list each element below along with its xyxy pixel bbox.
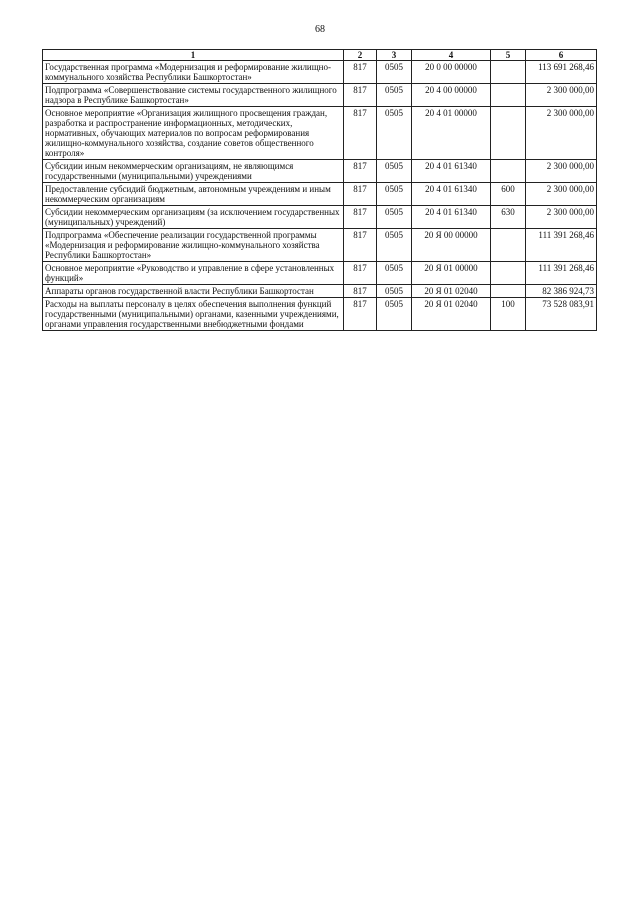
row-target-code: 20 0 00 00000 bbox=[412, 61, 491, 84]
table-row bbox=[43, 107, 597, 160]
row-expense-type bbox=[491, 160, 526, 183]
row-amount: 2 300 000,00 bbox=[526, 206, 597, 229]
row-name: Подпрограмма «Совершенствование системы государственного жилищного надзора в Республике Башкортостан» bbox=[43, 84, 344, 107]
row-target-code: 20 Я 01 02040 bbox=[412, 298, 491, 331]
row-expense-type bbox=[491, 285, 526, 298]
row-name: Предоставление субсидий бюджетным, автономным учреждениям и иным некоммерческим организациям bbox=[43, 183, 344, 206]
row-amount: 2 300 000,00 bbox=[526, 160, 597, 183]
row-name: Государственная программа «Модернизация и реформирование жилищно-коммунального хозяйства Республики Башкортостан» bbox=[43, 61, 344, 84]
row-section-code: 0505 bbox=[377, 298, 412, 331]
table-row bbox=[43, 61, 597, 84]
table-row bbox=[43, 229, 597, 262]
row-section-code: 0505 bbox=[377, 206, 412, 229]
row-grbs-code: 817 bbox=[344, 61, 377, 84]
row-amount: 73 528 083,91 bbox=[526, 298, 597, 331]
row-amount: 82 386 924,73 bbox=[526, 285, 597, 298]
row-section-code: 0505 bbox=[377, 229, 412, 262]
row-grbs-code: 817 bbox=[344, 160, 377, 183]
row-name: Расходы на выплаты персоналу в целях обеспечения выполнения функций государственными (муниципальными) органами, казенными учреждениями, органами управления государственными внебюджетными фондами bbox=[43, 298, 344, 331]
budget-table bbox=[42, 49, 597, 331]
row-expense-type bbox=[491, 229, 526, 262]
row-amount: 113 691 268,46 bbox=[526, 61, 597, 84]
row-target-code: 20 4 01 61340 bbox=[412, 206, 491, 229]
row-grbs-code: 817 bbox=[344, 298, 377, 331]
row-name: Основное мероприятие «Организация жилищного просвещения граждан, разработка и распространение информационных, методических, нормативных, обучающих материалов по вопросам реформирования жилищно-коммунального хозяйства, создание советов общественного контроля» bbox=[43, 107, 344, 160]
row-name: Субсидии некоммерческим организациям (за исключением государственных (муниципальных) учреждений) bbox=[43, 206, 344, 229]
row-target-code: 20 4 01 61340 bbox=[412, 160, 491, 183]
row-amount: 111 391 268,46 bbox=[526, 262, 597, 285]
row-grbs-code: 817 bbox=[344, 229, 377, 262]
row-expense-type bbox=[491, 262, 526, 285]
row-target-code: 20 Я 01 02040 bbox=[412, 285, 491, 298]
column-header-3: 3 bbox=[377, 50, 412, 61]
row-name: Основное мероприятие «Руководство и управление в сфере установленных функций» bbox=[43, 262, 344, 285]
row-section-code: 0505 bbox=[377, 183, 412, 206]
table-header-row bbox=[43, 50, 597, 61]
row-expense-type: 100 bbox=[491, 298, 526, 331]
row-target-code: 20 4 01 61340 bbox=[412, 183, 491, 206]
row-target-code: 20 4 01 00000 bbox=[412, 107, 491, 160]
page-number: 68 bbox=[315, 24, 325, 35]
row-target-code: 20 Я 01 00000 bbox=[412, 262, 491, 285]
table-row bbox=[43, 84, 597, 107]
row-target-code: 20 4 00 00000 bbox=[412, 84, 491, 107]
row-amount: 111 391 268,46 bbox=[526, 229, 597, 262]
table-row bbox=[43, 285, 597, 298]
row-name: Подпрограмма «Обеспечение реализации государственной программы «Модернизация и реформирование жилищно-коммунального хозяйства Республики Башкортостан» bbox=[43, 229, 344, 262]
row-expense-type: 630 bbox=[491, 206, 526, 229]
column-header-4: 4 bbox=[412, 50, 491, 61]
table-row bbox=[43, 160, 597, 183]
row-expense-type bbox=[491, 84, 526, 107]
row-section-code: 0505 bbox=[377, 84, 412, 107]
column-header-5: 5 bbox=[491, 50, 526, 61]
row-grbs-code: 817 bbox=[344, 107, 377, 160]
row-grbs-code: 817 bbox=[344, 262, 377, 285]
row-section-code: 0505 bbox=[377, 285, 412, 298]
row-target-code: 20 Я 00 00000 bbox=[412, 229, 491, 262]
row-grbs-code: 817 bbox=[344, 84, 377, 107]
row-section-code: 0505 bbox=[377, 107, 412, 160]
row-amount: 2 300 000,00 bbox=[526, 84, 597, 107]
column-header-1: 1 bbox=[43, 50, 344, 61]
row-expense-type bbox=[491, 61, 526, 84]
row-grbs-code: 817 bbox=[344, 285, 377, 298]
row-name: Аппараты органов государственной власти Республики Башкортостан bbox=[43, 285, 344, 298]
table-row bbox=[43, 183, 597, 206]
row-section-code: 0505 bbox=[377, 61, 412, 84]
table-row bbox=[43, 298, 597, 331]
table-row bbox=[43, 206, 597, 229]
row-expense-type bbox=[491, 107, 526, 160]
row-grbs-code: 817 bbox=[344, 183, 377, 206]
row-expense-type: 600 bbox=[491, 183, 526, 206]
row-grbs-code: 817 bbox=[344, 206, 377, 229]
table-row bbox=[43, 262, 597, 285]
row-section-code: 0505 bbox=[377, 160, 412, 183]
column-header-6: 6 bbox=[526, 50, 597, 61]
row-name: Субсидии иным некоммерческим организациям, не являющимся государственными (муниципальными) учреждениями bbox=[43, 160, 344, 183]
row-section-code: 0505 bbox=[377, 262, 412, 285]
row-amount: 2 300 000,00 bbox=[526, 107, 597, 160]
column-header-2: 2 bbox=[344, 50, 377, 61]
row-amount: 2 300 000,00 bbox=[526, 183, 597, 206]
